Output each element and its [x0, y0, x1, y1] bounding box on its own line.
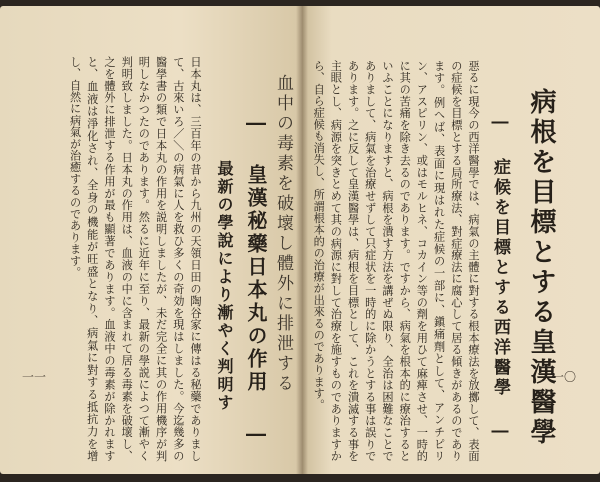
- right-page-subtitle: ― 症候を目標とする西洋醫學 ―: [490, 112, 510, 444]
- left-page-body: 日本丸は、三百年の昔から九州の天領日田の陶谷家に傳はる秘藥でありまして、古來いろ／＼の病氣に人を救ひ多くの奇効を現はしました。今迄幾多の醫學書の類で日本丸の作用を説明しましたが、未だ完全に其の作用機序が判明しなかつたのであります。然るに近年に至り、最新の學説によつて漸やく判明致しました。日本丸の作用は、血液の中に含まれて居る毒素を破壞し、之を體外に排泄する作用が最も顯著であります。血液中の毒素が除かれますと、血液は淨化され、全身の機能が旺盛となり、病氣に對する抵抗力を增し、自然に病氣が治癒するのであります。: [68, 56, 202, 462]
- right-page-title: 病根を目標とする皇漢醫學: [526, 88, 556, 448]
- left-page-subtitle: ― 皇漢秘藥日本丸の作用 ―: [244, 110, 268, 448]
- right-page-number: 一〇: [552, 370, 577, 384]
- left-page-number: 一一: [22, 370, 47, 384]
- book-gutter: [296, 6, 308, 474]
- right-page-body: 惡るに現今の西洋醫學では、病氣の主體に對する根本療法を放擲して、表面の症候を目標とする局所療法、對症療法に腐心して居る傾きがあるのであります。例へば、表面に現はれた症候の一部に、鎭痛劑として、アンチピリン、アスピリン、或はモルヒネ、コカイン等の劑を用ひて麻痺させ、一時的に其の苦痛を除き去るのであります。ですから、病氣を根本的に療治するといふことになりますと、病根を潰す方法を講ぜぬ限り、全治は困難なことでありまして、病氣を治療せずして只症状を一時的に除かうとする事は誤りであります。之に反して皇漢醫學は、病根を目標として、これを潰滅する事を主眼とし、病源を突きとめて其の病源に對して治療を施すものでありますから、自ら症候も消失し、所謂根本的の治療が出來るのであります。: [312, 60, 480, 462]
- left-page-title: 血中の毒素を破壞し體外に排泄する: [273, 74, 293, 394]
- left-page-subtitle2: 最新の學說により漸やく判明す: [215, 160, 234, 412]
